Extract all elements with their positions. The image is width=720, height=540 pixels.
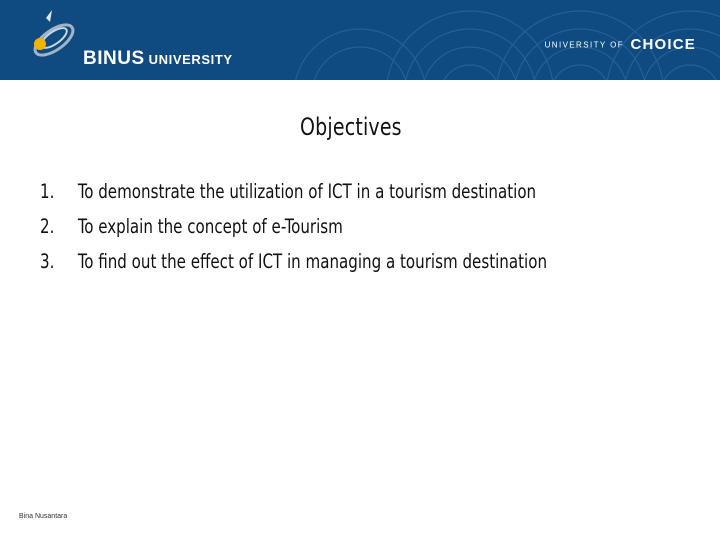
logo-wordmark: [83, 48, 233, 70]
list-item: [40, 213, 547, 248]
binus-emblem-icon: [26, 8, 86, 70]
item-text: To demonstrate the utilization of ICT in a tourism destination: [77, 180, 537, 203]
slide-title: Objectives: [300, 113, 402, 141]
item-number: 1.: [40, 180, 55, 203]
list-item: [40, 248, 547, 283]
item-number: 2.: [40, 215, 55, 238]
list-item: [40, 178, 547, 213]
item-text: To find out the effect of ICT in managing a tourism destination: [77, 250, 548, 273]
logo-suffix: UNIVERSITY: [148, 52, 233, 67]
objectives-list: [40, 178, 630, 283]
tagline: [545, 36, 696, 54]
footer-text: Bina Nusantara: [19, 513, 68, 520]
item-text: To explain the concept of e-Tourism: [77, 215, 343, 238]
header-band: [0, 0, 720, 80]
logo-brand: BINUS: [83, 48, 145, 69]
tagline-small: UNIVERSITY OF: [544, 40, 624, 50]
item-number: 3.: [40, 250, 55, 273]
binus-logo[interactable]: [26, 8, 233, 70]
tagline-big: CHOICE: [630, 36, 696, 54]
